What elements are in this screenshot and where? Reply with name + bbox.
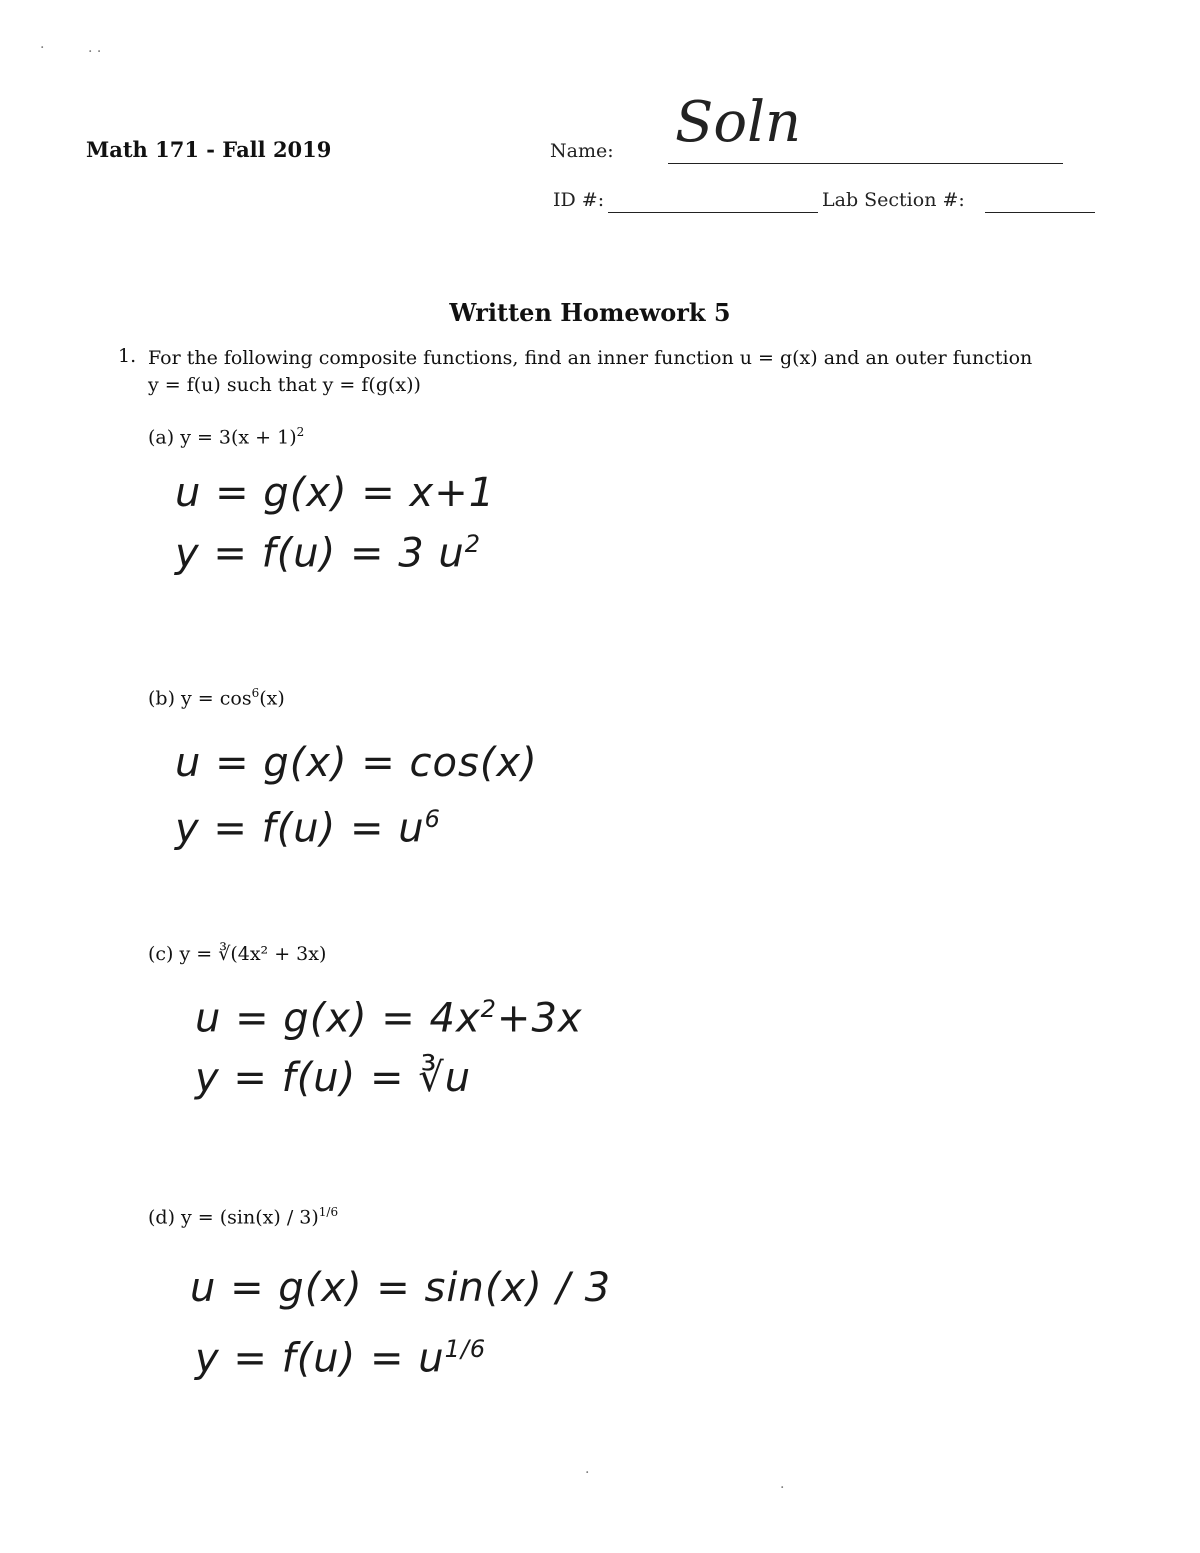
scan-speck: · · <box>88 44 102 60</box>
question-text <box>148 345 1032 399</box>
name-signature: Soln <box>675 90 802 155</box>
question-text-line2: y = f(u) such that y = f(g(x)) <box>148 374 421 396</box>
part-d-label: (d) y = (sin(x) / 3)$^{1/6}$ <box>148 1205 339 1229</box>
part-a-label: (a) $y = 3(x + 1)^2$ <box>148 425 305 449</box>
id-line <box>608 212 818 213</box>
lab-section-line <box>985 212 1095 213</box>
scan-speck: · <box>40 40 45 56</box>
scan-speck: · <box>780 1480 785 1496</box>
course-title: Math 171 - Fall 2019 <box>86 137 332 162</box>
part-a-answer-inner: u = g(x) = x+1 <box>175 470 496 516</box>
part-b-answer-outer: $y = f(u) = u^6$ <box>175 805 441 852</box>
part-b-label: (b) $y = \cos^6(x)$ <box>148 686 285 710</box>
part-c-label: (c) y = ∛(4x² + 3x) <box>148 943 327 965</box>
part-d-answer-outer: $y = f(u) = u^{1/6}$ <box>195 1335 487 1382</box>
id-label: ID #: <box>553 189 605 211</box>
scan-speck: · <box>585 1465 590 1481</box>
page-title: Written Homework 5 <box>449 298 731 327</box>
question-number: 1. <box>118 345 137 367</box>
part-b-answer-inner: u = g(x) = cos(x) <box>175 740 538 786</box>
name-label: Name: <box>550 140 614 162</box>
question-text-line1: For the following composite functions, find an inner function u = g(x) and an outer function <box>148 347 1033 369</box>
part-a-answer-outer: y = f(u) = 3 $u^2$ <box>175 530 482 577</box>
part-d-answer-inner: u = g(x) = sin(x) / 3 <box>190 1265 612 1311</box>
lab-section-label: Lab Section #: <box>822 189 965 211</box>
name-line <box>668 163 1063 164</box>
part-c-answer-inner: $u = g(x) = 4x^2+3x$ <box>195 995 583 1042</box>
part-c-answer-outer: y = f(u) = ∛u <box>195 1055 472 1101</box>
